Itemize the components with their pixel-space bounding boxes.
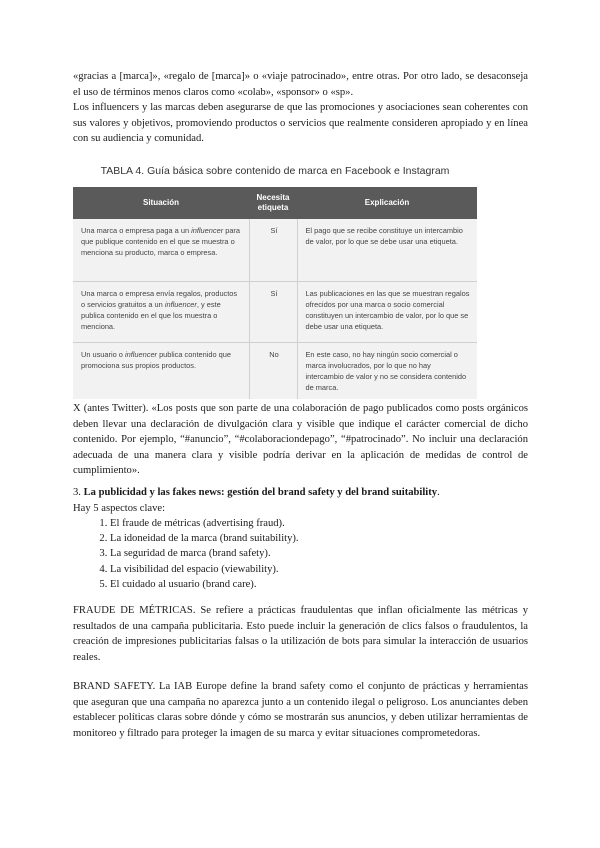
header-explanation: Explicación (297, 187, 477, 219)
explanation-cell: Las publicaciones en las que se muestran regalos ofrecidos por una marca o socio comercial constituyen un intercambio de valor, por lo que se debe usar una etiqueta. (297, 282, 477, 343)
paragraph-x-twitter: X (antes Twitter). «Los posts que son parte de una colaboración de pago publicados como posts orgánicos deben llevar una declaración de divulgación clara y visible que indique el carácter comercial de dicho contenido. Por ejemplo, “#anuncio”, “#colaboraciondepago”, “#patrocinado”. No incluir una declaración adecuada de una manera clara y visible podría derivar en la aplicación de medidas de control de cumplimiento». (73, 403, 528, 477)
header-needs-label: Necesita etiqueta (249, 187, 297, 219)
section-heading: 3. La publicidad y las fakes news: gestión del brand safety y del brand suitability. (73, 487, 440, 498)
table-row (73, 343, 477, 400)
table-header-row (73, 187, 477, 219)
aspects-list (73, 516, 299, 592)
table-title: TABLA 4. Guía básica sobre contenido de marca en Facebook e Instagram (100, 165, 450, 177)
table-row (73, 219, 477, 282)
explanation-cell: El pago que se recibe constituye un intercambio de valor, por lo que se debe usar una etiqueta. (305, 226, 463, 246)
paragraph-disclosure-terms: «gracias a [marca]», «regalo de [marca]» o «viaje patrocinado», entre otras. Por otro lado, se desaconseja el uso de términos menos claros como «colab», «sponsor» o «sp». (73, 71, 528, 98)
situation-cell: Una marca o empresa envía regalos, productos o servicios gratuitos a un influencer, y este publica contenido en el que los muestra o menciona. (73, 282, 249, 343)
table-row (73, 282, 477, 343)
aspects-intro: Hay 5 aspectos clave: (73, 503, 166, 514)
explanation-cell: En este caso, no hay ningún socio comercial o marca involucrados, por lo que no hay intercambio de valor y no se considera contenido de marca. (297, 343, 477, 400)
list-item: 4. La visibilidad del espacio (viewability). (110, 562, 299, 577)
needs-label-cell: Sí (249, 219, 297, 282)
list-item: 2. La idoneidad de la marca (brand suitability). (110, 531, 299, 546)
needs-label-cell: Sí (249, 282, 297, 343)
paragraph-coherence: Los influencers y las marcas deben asegurarse de que las promociones y asociaciones sean coherentes con sus valores y objetivos, promoviendo productos o servicios que realmente consideren apropiado y en línea con su audiencia y comunidad. (73, 102, 528, 145)
situation-cell: Un usuario o influencer publica contenido que promociona sus propios productos. (73, 343, 249, 400)
list-item: 1. El fraude de métricas (advertising fraud). (110, 516, 299, 531)
needs-label-cell: No (249, 343, 297, 400)
list-item: 3. La seguridad de marca (brand safety). (110, 546, 299, 561)
header-situation: Situación (73, 187, 249, 219)
situation-cell: Una marca o empresa paga a un influencer para que publique contenido en el que se muestra o menciona su producto, marca o empresa. (81, 226, 241, 257)
list-item: 5. El cuidado al usuario (brand care). (110, 577, 299, 592)
branded-content-table (73, 187, 477, 399)
paragraph-brand-safety: BRAND SAFETY. La IAB Europe define la brand safety como el conjunto de prácticas y herramientas que aseguran que una campaña no aparezca junto a un contenido ilegal o peligroso. Los anunciantes deben establecer políticas claras sobre dónde y cómo se mostrarán sus anuncios, y deben utilizar herramientas de monitoreo y filtrado para proteger la imagen de su marca y evitar situaciones comprometedoras. (73, 681, 528, 739)
paragraph-metrics-fraud: FRAUDE DE MÉTRICAS. Se refiere a prácticas fraudulentas que inflan oficialmente las métricas y resultados de una campaña publicitaria. Esto puede incluir la generación de clics falsos o fraudulentos, la creación de impresiones publicitarias falsas o la utilización de bots para simular la interacción de usuarios reales. (73, 605, 528, 663)
